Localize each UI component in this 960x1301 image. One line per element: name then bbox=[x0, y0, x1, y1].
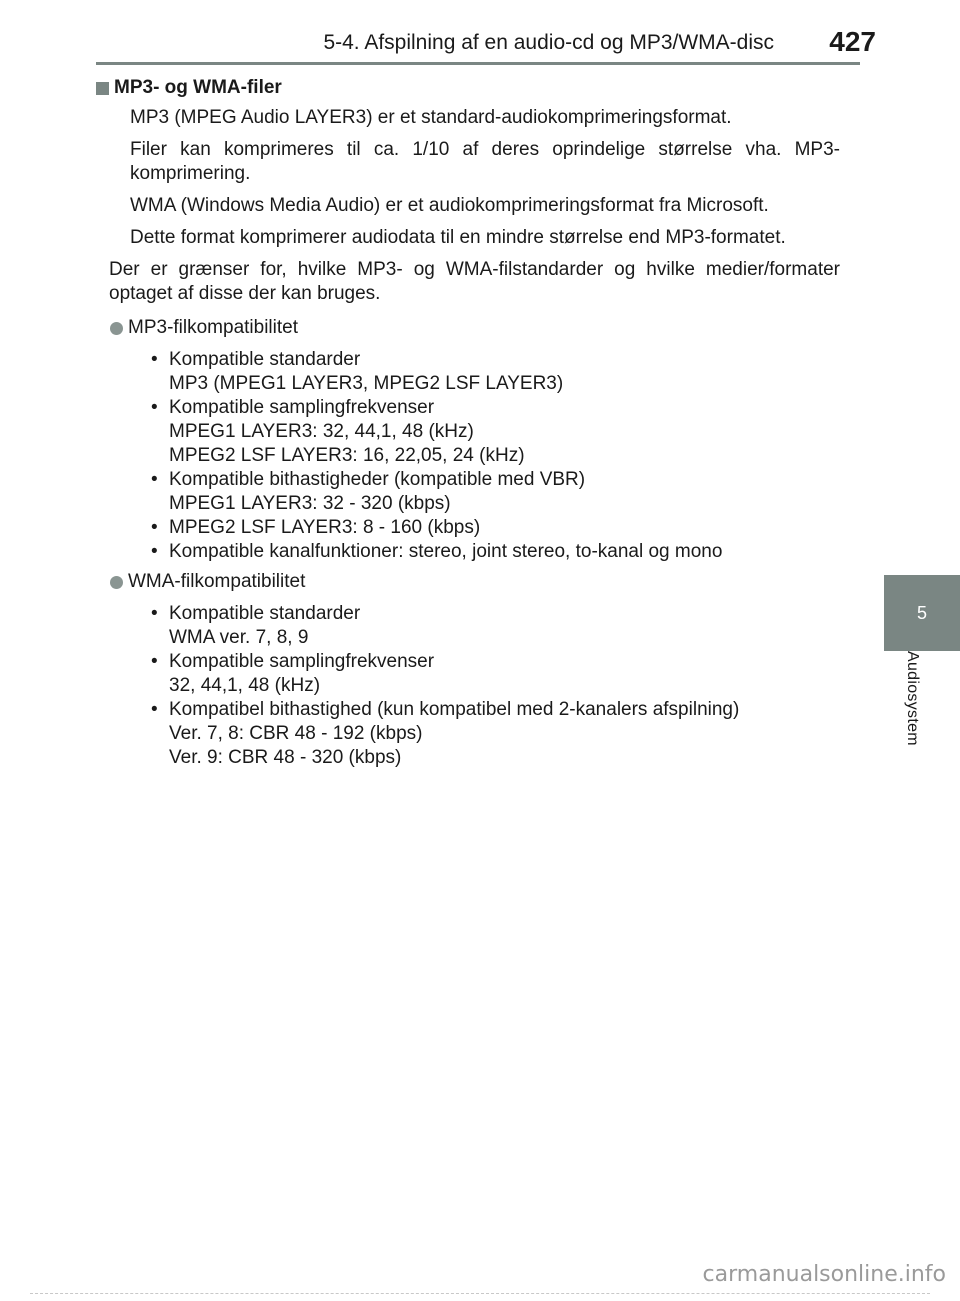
list-item-line: MPEG2 LSF LAYER3: 16, 22,05, 24 (kHz) bbox=[169, 445, 525, 466]
list-item-line: MP3 (MPEG1 LAYER3, MPEG2 LSF LAYER3) bbox=[169, 373, 564, 394]
subsection-heading-wma bbox=[110, 570, 840, 594]
paragraph: WMA (Windows Media Audio) er et audiokomprimeringsformat fra Microsoft. bbox=[130, 195, 769, 216]
list-item-line: Ver. 7, 8: CBR 48 - 192 (kbps) bbox=[169, 723, 423, 744]
chapter-tab-label bbox=[892, 651, 932, 791]
list-item bbox=[147, 396, 840, 468]
list-item-line: MPEG1 LAYER3: 32, 44,1, 48 (kHz) bbox=[169, 421, 474, 442]
footer-crop-line bbox=[30, 1293, 930, 1295]
page-header bbox=[0, 0, 960, 62]
chapter-tab bbox=[884, 575, 960, 651]
list-item-line: WMA ver. 7, 8, 9 bbox=[169, 627, 309, 648]
list-item-line: • Kompatibel bithastighed (kun kompatibel med 2-kanalers afspilning) bbox=[169, 699, 740, 720]
paragraph: Filer kan komprimeres til ca. 1/10 af deres oprindelige størrelse vha. MP3-komprimering. bbox=[130, 139, 840, 184]
wma-compat-list bbox=[147, 602, 840, 770]
square-bullet-icon bbox=[96, 82, 109, 95]
paragraph: MP3 (MPEG Audio LAYER3) er et standard-audiokomprimeringsformat. bbox=[130, 107, 732, 128]
list-item-line: Ver. 9: CBR 48 - 320 (kbps) bbox=[169, 747, 402, 768]
list-item bbox=[147, 602, 840, 650]
chapter-tab-number: 5 bbox=[916, 602, 927, 623]
list-item-line: • Kompatible kanalfunktioner: stereo, joint stereo, to-kanal og mono bbox=[169, 541, 723, 562]
header-divider bbox=[96, 62, 860, 65]
section-title: MP3- og WMA-filer bbox=[114, 77, 282, 98]
list-item bbox=[147, 540, 840, 564]
mp3-compat-list bbox=[147, 348, 840, 564]
subsection-title: MP3-filkompatibilitet bbox=[128, 317, 298, 338]
section-heading bbox=[96, 76, 840, 100]
chapter-title: 5-4. Afspilning af en audio-cd og MP3/WMA-disc bbox=[323, 31, 774, 54]
list-item-line: • Kompatible standarder bbox=[169, 349, 361, 370]
list-item bbox=[147, 468, 840, 516]
list-item bbox=[147, 650, 840, 698]
subsection-heading-mp3 bbox=[110, 316, 840, 340]
paragraph: Dette format komprimerer audiodata til en mindre størrelse end MP3-formatet. bbox=[130, 227, 786, 248]
watermark: carmanualsonline.info bbox=[702, 1262, 946, 1287]
chapter-tab-label-text: Audiosystem bbox=[904, 651, 921, 746]
page-content bbox=[109, 76, 840, 770]
circle-bullet-icon bbox=[110, 576, 123, 589]
page-number: 427 bbox=[829, 26, 876, 57]
circle-bullet-icon bbox=[110, 322, 123, 335]
subsection-title: WMA-filkompatibilitet bbox=[128, 571, 306, 592]
paragraph: Der er grænser for, hvilke MP3- og WMA-filstandarder og hvilke medier/formater optaget af disse der kan bruges. bbox=[109, 259, 840, 304]
list-item-line: • Kompatible standarder bbox=[169, 603, 361, 624]
list-item-line: • Kompatible samplingfrekvenser bbox=[169, 397, 435, 418]
list-item bbox=[147, 698, 840, 770]
list-item bbox=[147, 516, 840, 540]
list-item bbox=[147, 348, 840, 396]
list-item-line: • Kompatible bithastigheder (kompatible med VBR) bbox=[169, 469, 586, 490]
list-item-line: MPEG1 LAYER3: 32 - 320 (kbps) bbox=[169, 493, 451, 514]
list-item-line: • MPEG2 LSF LAYER3: 8 - 160 (kbps) bbox=[169, 517, 481, 538]
list-item-line: • Kompatible samplingfrekvenser bbox=[169, 651, 435, 672]
list-item-line: 32, 44,1, 48 (kHz) bbox=[169, 675, 321, 696]
